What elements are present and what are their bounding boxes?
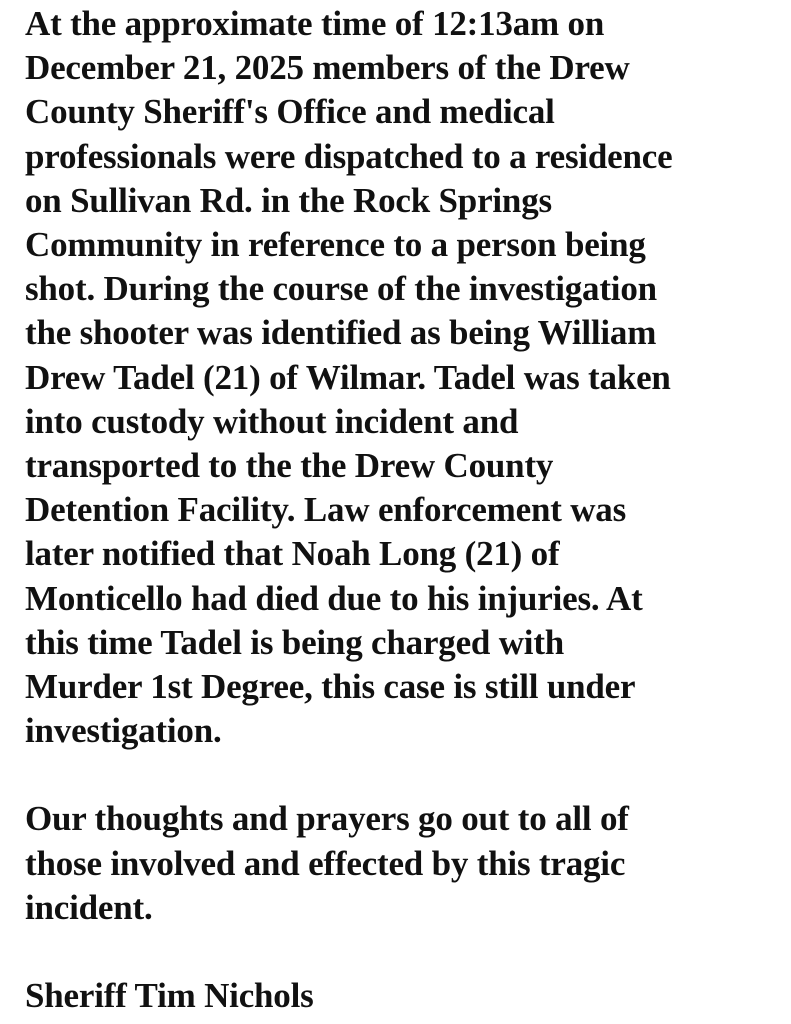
paragraph-line: transported to the the Drew County [25, 446, 554, 486]
paragraph-line: this time Tadel is being charged with [25, 622, 565, 662]
paragraph-line: into custody without incident and [25, 401, 519, 441]
paragraph-line: the shooter was identified as being William [25, 313, 657, 353]
paragraph-line: Detention Facility. Law enforcement was [25, 490, 627, 530]
paragraph-line: Drew Tadel (21) of Wilmar. Tadel was taken [25, 357, 671, 397]
paragraph-spacer [25, 753, 785, 797]
paragraph-line: County Sheriff's Office and medical [25, 92, 555, 132]
signature-line: Sheriff Tim Nichols [25, 976, 314, 1016]
paragraph-line: Our thoughts and prayers go out to all of [25, 799, 629, 839]
paragraph-line: investigation. [25, 711, 222, 751]
paragraph-line: on Sullivan Rd. in the Rock Springs [25, 180, 552, 220]
paragraph-line: shot. During the course of the investigation [25, 269, 657, 309]
paragraph-line: those involved and effected by this tragic [25, 843, 626, 883]
press-statement [25, 2, 785, 1018]
paragraph-line: Murder 1st Degree, this case is still under [25, 667, 636, 707]
paragraph-line: Monticello had died due to his injuries. At [25, 578, 643, 618]
incident-paragraph [25, 2, 785, 753]
paragraph-line: professionals were dispatched to a residence [25, 136, 673, 176]
paragraph-line: Community in reference to a person being [25, 225, 646, 265]
paragraph-line: later notified that Noah Long (21) of [25, 534, 560, 574]
condolence-paragraph [25, 797, 785, 930]
paragraph-spacer [25, 930, 785, 974]
paragraph-line: December 21, 2025 members of the Drew [25, 48, 630, 88]
paragraph-line: At the approximate time of 12:13am on [25, 4, 605, 43]
signature [25, 974, 785, 1018]
paragraph-line: incident. [25, 887, 153, 927]
